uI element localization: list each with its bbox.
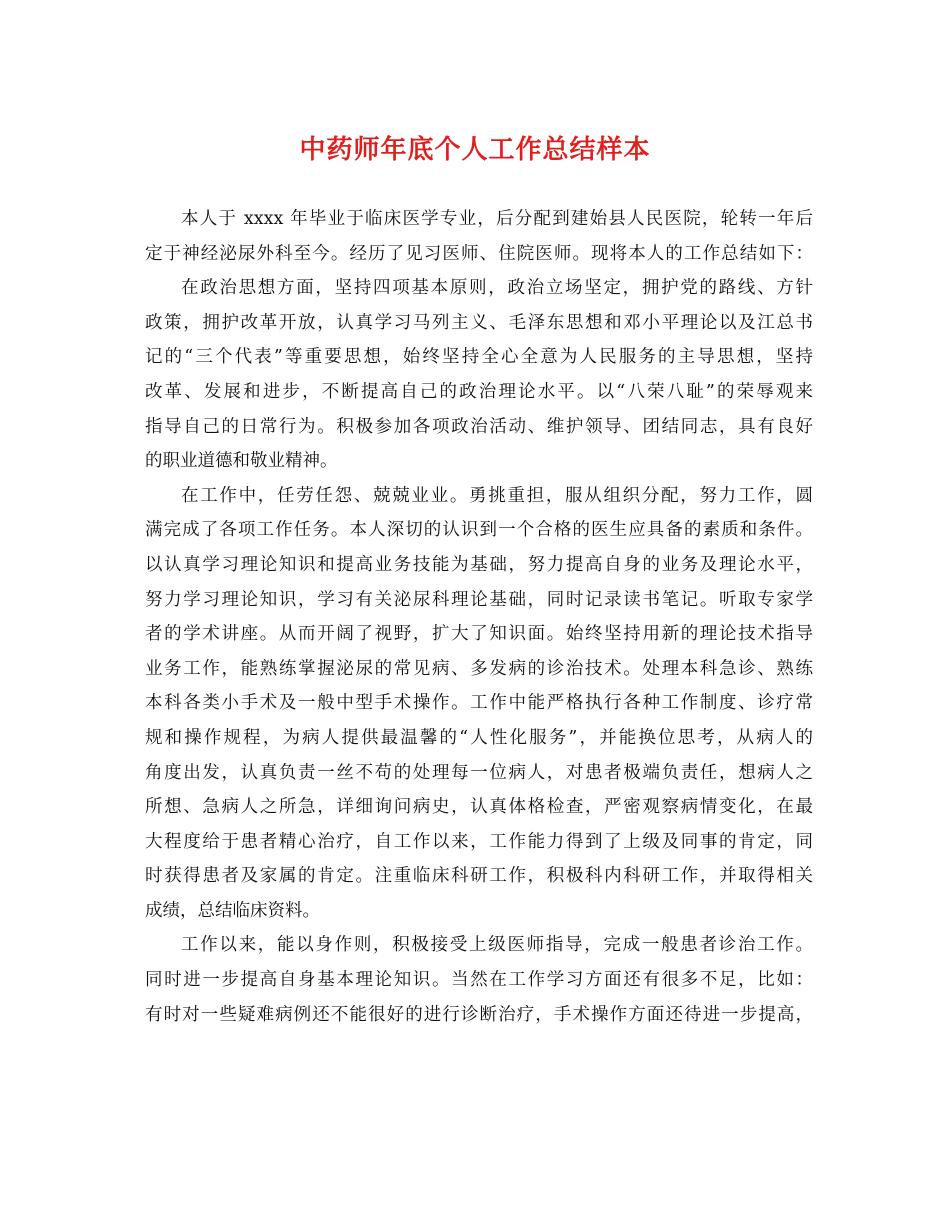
text-line: 有时对一些疑难病例还不能很好的进行诊断治疗，手术操作方面还待进一步提高， <box>145 1004 813 1025</box>
text-line: 的职业道德和敬业精神。 <box>145 451 338 472</box>
text-line: 满完成了各项工作任务。本人深切的认识到一个合格的医生应具备的素质和条件。 <box>145 520 813 541</box>
text-line: 本科各类小手术及一般中型手术操作。工作中能严格执行各种工作制度、诊疗常 <box>145 693 813 714</box>
document-body <box>145 202 813 1032</box>
text-line: 指导自己的日常行为。积极参加各项政治活动、维护领导、团结同志，具有良好 <box>145 416 813 437</box>
text-line: 角度出发，认真负责一丝不苟的处理每一位病人，对患者极端负责任，想病人之 <box>145 762 813 783</box>
text-line: 努力学习理论知识，学习有关泌尿科理论基础，同时记录读书笔记。听取专家学 <box>145 589 813 610</box>
text-line: 业务工作，能熟练掌握泌尿的常见病、多发病的诊治技术。处理本科急诊、熟练 <box>145 658 813 679</box>
text-line: 在工作中，任劳任怨、兢兢业业。勇挑重担，服从组织分配，努力工作，圆 <box>181 485 813 506</box>
text-line: 所想、急病人之所急，详细询问病史，认真体格检查，严密观察病情变化，在最 <box>145 797 813 818</box>
text-line: 规和操作规程，为病人提供最温馨的“人性化服务”，并能换位思考，从病人的 <box>145 727 813 748</box>
document-title: 中药师年底个人工作总结样本 <box>299 135 651 165</box>
text-line: 同时进一步提高自身基本理论知识。当然在工作学习方面还有很多不足，比如： <box>145 970 813 991</box>
text-line: 定于神经泌尿外科至今。经历了见习医师、住院医师。现将本人的工作总结如下： <box>145 243 813 264</box>
text-line: 者的学术讲座。从而开阔了视野，扩大了知识面。始终坚持用新的理论技术指导 <box>145 624 813 645</box>
text-line: 成绩，总结临床资料。 <box>145 900 320 921</box>
text-line: 工作以来，能以身作则，积极接受上级医师指导，完成一般患者诊治工作。 <box>181 935 813 956</box>
text-line: 在政治思想方面，坚持四项基本原则，政治立场坚定，拥护党的路线、方针 <box>181 278 813 299</box>
text-line: 时获得患者及家属的肯定。注重临床科研工作，积极科内科研工作，并取得相关 <box>145 866 813 887</box>
text-line: 本人于 xxxx 年毕业于临床医学专业，后分配到建始县人民医院，轮转一年后 <box>181 209 813 229</box>
text-line: 以认真学习理论知识和提高业务技能为基础，努力提高自身的业务及理论水平， <box>145 554 813 575</box>
text-line: 改革、发展和进步，不断提高自己的政治理论水平。以“八荣八耻”的荣辱观来 <box>145 381 813 402</box>
text-line: 政策，拥护改革开放，认真学习马列主义、毛泽东思想和邓小平理论以及江总书 <box>145 312 813 333</box>
text-line: 记的“三个代表”等重要思想，始终坚持全心全意为人民服务的主导思想，坚持 <box>145 347 813 368</box>
text-line: 大程度给于患者精心治疗，自工作以来，工作能力得到了上级及同事的肯定，同 <box>145 831 813 852</box>
